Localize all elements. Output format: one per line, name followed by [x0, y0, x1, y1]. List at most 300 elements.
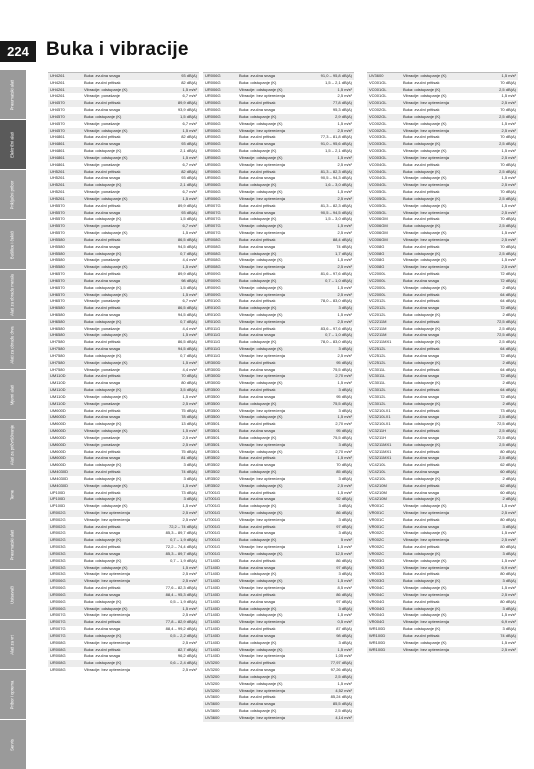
- table-row: [203, 278, 354, 285]
- model-code: VR003G: [369, 564, 385, 570]
- data-column-2: [203, 73, 354, 722]
- model-code: UT001G: [205, 510, 221, 515]
- spec-value: 2,70 m/s²: [335, 448, 352, 454]
- table-row: [203, 469, 354, 476]
- table-row: [203, 223, 354, 230]
- table-row: [367, 271, 518, 278]
- spec-value: 2,5 m/s²: [182, 400, 197, 406]
- spec-label: Vibracije: ponašanje: [84, 120, 120, 126]
- spec-value: 1,5 m/s²: [501, 585, 516, 591]
- model-code: UT001G: [205, 489, 221, 495]
- table-row: [48, 565, 199, 572]
- table-row: [48, 114, 199, 121]
- spec-value: 1,5 m/s²: [337, 189, 352, 195]
- table-row: [367, 203, 518, 210]
- spec-label: Vibracije: odstupanje (K): [239, 482, 283, 488]
- table-row: [367, 73, 518, 80]
- model-code: UR007G: [205, 202, 221, 208]
- model-code: UM110D: [50, 380, 66, 386]
- table-row: [203, 264, 354, 271]
- spec-label: Buka: zvučni pritisak: [84, 544, 121, 550]
- spec-value: 3 dB(A): [338, 571, 352, 577]
- model-code: UH4261: [50, 93, 65, 99]
- model-code: UR3501: [205, 421, 220, 427]
- spec-value: 4,4 m/s²: [182, 257, 197, 263]
- model-code: UT140D: [205, 585, 220, 591]
- spec-value: 6,7 m/s²: [182, 223, 197, 229]
- spec-value: 2,5 dB(A): [499, 441, 516, 447]
- table-row: [367, 278, 518, 285]
- table-row: [367, 230, 518, 237]
- model-code: VC4210L: [369, 475, 386, 481]
- spec-label: Vibracije: odstupanje (K): [239, 510, 283, 515]
- table-row: [367, 326, 518, 333]
- table-row: [48, 175, 199, 182]
- spec-label: Vibracije: ponašanje: [84, 189, 120, 195]
- spec-label: Vibracije: bez opterećenja: [403, 564, 449, 570]
- table-row: [203, 606, 354, 613]
- table-row: [367, 455, 518, 462]
- model-code: VC006GM: [369, 236, 388, 242]
- spec-label: Vibracije: odstupanje (K): [239, 86, 283, 92]
- spec-label: Buka: zvučni pritisak: [403, 428, 440, 434]
- model-code: UM600D: [50, 441, 66, 447]
- table-row: [203, 421, 354, 428]
- spec-label: Vibracije: odstupanje (K): [403, 175, 447, 181]
- spec-value: 1,5 m/s²: [182, 503, 197, 509]
- model-code: VC004GL: [369, 161, 387, 167]
- spec-value: 1,5 m/s²: [337, 646, 352, 652]
- spec-value: 81,6 – 97,6 dB(A): [320, 271, 352, 277]
- model-code: UR003G: [50, 550, 66, 556]
- spec-value: 94,5 dB(A): [177, 243, 197, 249]
- spec-label: Vibracije: bez opterećenja: [84, 578, 130, 584]
- spec-value: 1,5 m/s²: [337, 86, 352, 92]
- model-code: WR100D: [369, 626, 386, 632]
- table-row: [203, 517, 354, 524]
- table-row: [203, 599, 354, 606]
- spec-label: Vibracije: bez opterećenja: [403, 619, 449, 625]
- side-tab[interactable]: [0, 320, 26, 369]
- table-row: [48, 530, 199, 537]
- model-code: UR300D: [205, 366, 221, 372]
- model-code: UR006G: [205, 154, 221, 160]
- model-code: VC3012L: [369, 400, 386, 406]
- spec-label: Vibracije: odstupanje (K): [403, 120, 447, 126]
- side-tab-label: Alati za vrt: [9, 634, 15, 655]
- spec-label: Buka: zvučni pritisak: [403, 544, 440, 550]
- spec-value: 2 dB(A): [502, 475, 516, 481]
- spec-value: 75,5 dB(A): [332, 434, 352, 440]
- spec-label: Buka: odstupanje (K): [84, 148, 122, 154]
- table-row: [203, 298, 354, 305]
- model-code: VC2000L: [369, 277, 386, 283]
- spec-value: 77,8 – 82,9 dB(A): [165, 619, 197, 625]
- spec-value: 1,5 m/s²: [182, 154, 197, 160]
- table-row: [367, 380, 518, 387]
- spec-value: 1,5 m/s²: [501, 73, 516, 78]
- spec-label: Buka: odstupanje (K): [84, 660, 122, 666]
- spec-value: 3 dB(A): [338, 530, 352, 536]
- model-code: UR007G: [205, 223, 221, 229]
- spec-value: 72,5 dB(A): [496, 318, 516, 324]
- table-row: [48, 189, 199, 196]
- table-row: [367, 162, 518, 169]
- model-code: UR3502: [205, 482, 220, 488]
- table-row: [367, 360, 518, 367]
- model-code: VC4210M: [369, 482, 387, 488]
- model-code: UR006G: [205, 182, 221, 188]
- spec-label: Vibracije: bez opterećenja: [84, 667, 130, 673]
- model-code: UH4861: [50, 134, 65, 140]
- table-row: [203, 640, 354, 647]
- model-code: VC2211MX1: [369, 339, 392, 345]
- spec-label: Buka: zvučni pritisak: [403, 243, 440, 249]
- model-code: UV3200: [205, 673, 220, 679]
- model-code: UH6570: [50, 271, 65, 277]
- spec-value: 1,5 dB(A): [180, 284, 197, 290]
- model-code: UT001G: [205, 537, 221, 543]
- spec-value: 3 dB(A): [502, 523, 516, 529]
- table-row: [203, 332, 354, 339]
- table-row: [48, 298, 199, 305]
- table-row: [48, 524, 199, 531]
- model-code: UT140D: [205, 612, 220, 618]
- model-code: UR006G: [205, 73, 221, 78]
- spec-label: Buka: odstupanje (K): [239, 434, 277, 440]
- spec-label: Buka: odstupanje (K): [403, 339, 441, 345]
- table-row: [203, 93, 354, 100]
- table-row: [367, 619, 518, 626]
- table-row: [367, 571, 518, 578]
- spec-label: Vibracije: ponašanje: [84, 441, 120, 447]
- spec-label: Buka: odstupanje (K): [84, 632, 122, 638]
- table-row: [48, 414, 199, 421]
- side-tab-label: Teme: [9, 489, 15, 500]
- model-code: UR3502: [205, 455, 220, 461]
- spec-value: 86,5 dB(A): [177, 236, 197, 242]
- table-row: [48, 80, 199, 87]
- spec-label: Buka: zvučna snaga: [84, 346, 121, 352]
- table-row: [203, 353, 354, 360]
- table-row: [203, 633, 354, 640]
- spec-value: 1,5 m/s²: [337, 311, 352, 317]
- spec-value: 89,9 dB(A): [177, 202, 197, 208]
- spec-value: 80 dB(A): [500, 516, 516, 522]
- table-row: [367, 442, 518, 449]
- table-row: [203, 251, 354, 258]
- spec-value: 2,5 dB(A): [499, 250, 516, 256]
- table-row: [48, 483, 199, 490]
- side-tab[interactable]: [0, 120, 26, 169]
- model-code: UR011G: [205, 352, 221, 358]
- spec-label: Buka: zvučni pritisak: [84, 339, 121, 345]
- table-row: [48, 476, 199, 483]
- spec-label: Vibracije: ponašanje: [84, 325, 120, 331]
- spec-label: Buka: zvučni pritisak: [403, 448, 440, 454]
- spec-label: Buka: zvučni pritisak: [84, 469, 121, 475]
- data-column-3: [367, 73, 518, 653]
- spec-label: Buka: zvučna snaga: [84, 626, 121, 632]
- table-row: [203, 592, 354, 599]
- spec-value: 81 dB(A): [181, 455, 197, 461]
- model-code: UR006G: [50, 591, 66, 597]
- spec-label: Buka: zvučni pritisak: [239, 523, 276, 529]
- side-tab[interactable]: [0, 220, 26, 269]
- table-row: [367, 196, 518, 203]
- spec-label: Buka: odstupanje (K): [84, 421, 122, 427]
- spec-value: 86 dB(A): [336, 591, 352, 597]
- spec-value: 2,5 m/s²: [337, 291, 352, 297]
- spec-value: 2,5 dB(A): [499, 168, 516, 174]
- side-tab[interactable]: [0, 470, 26, 519]
- model-code: VC3211H: [369, 434, 387, 440]
- table-row: [48, 332, 199, 339]
- model-code: UH6580: [50, 325, 65, 331]
- spec-value: 1,5 m/s²: [501, 175, 516, 181]
- model-code: UH5261: [50, 168, 65, 174]
- spec-value: 6,7 m/s²: [182, 93, 197, 99]
- model-code: UH4261: [50, 79, 65, 85]
- spec-label: Buka: zvučna snaga: [239, 564, 276, 570]
- model-code: UR006G: [50, 605, 66, 611]
- model-code: UR007G: [205, 209, 221, 215]
- spec-label: Vibracije: odstupanje (K): [239, 284, 283, 290]
- table-row: [48, 640, 199, 647]
- spec-label: Vibracije: odstupanje (K): [403, 557, 447, 563]
- spec-label: Buka: zvučna snaga: [403, 434, 440, 440]
- table-row: [203, 203, 354, 210]
- spec-value: 2,5 m/s²: [337, 318, 352, 324]
- spec-label: Vibracije: bez opterećenja: [239, 475, 285, 481]
- spec-label: Buka: zvučni pritisak: [403, 189, 440, 195]
- spec-value: 1,5 m/s²: [337, 257, 352, 263]
- model-code: UR300D: [205, 380, 221, 386]
- spec-value: 2,5 dB(A): [499, 339, 516, 345]
- spec-label: Vibracije: bez opterećenja: [403, 127, 449, 133]
- spec-value: 4,14 m/s²: [335, 714, 352, 720]
- spec-label: Buka: zvučni pritisak: [84, 448, 121, 454]
- model-code: WR100D: [369, 646, 386, 652]
- model-code: VR001C: [369, 516, 385, 522]
- table-row: [203, 134, 354, 141]
- spec-label: Buka: odstupanje (K): [403, 441, 441, 447]
- model-code: WR100D: [369, 639, 386, 645]
- table-row: [367, 93, 518, 100]
- spec-label: Buka: zvučni pritisak: [84, 407, 121, 413]
- spec-label: Buka: odstupanje (K): [403, 195, 441, 201]
- spec-label: Vibracije: odstupanje (K): [403, 202, 447, 208]
- model-code: UR3502: [205, 475, 220, 481]
- spec-label: Buka: zvučna snaga: [239, 598, 276, 604]
- spec-label: Vibracije: bez opterećenja: [239, 441, 285, 447]
- table-row: [48, 592, 199, 599]
- spec-label: Vibracije: bez opterećenja: [239, 516, 285, 522]
- model-code: UR006G: [205, 148, 221, 154]
- spec-label: Buka: zvučni pritisak: [239, 557, 276, 563]
- table-row: [203, 373, 354, 380]
- spec-value: 93,9 dB(A): [177, 107, 197, 113]
- table-row: [48, 100, 199, 107]
- side-tab[interactable]: [0, 270, 26, 319]
- side-tab[interactable]: [0, 620, 26, 669]
- model-code: UR008G: [50, 639, 66, 645]
- model-code: UM600D: [50, 434, 66, 440]
- spec-value: 1,5 m/s²: [337, 120, 352, 126]
- table-row: [48, 353, 199, 360]
- model-code: VC001GL: [369, 79, 387, 85]
- model-code: UM4030D: [50, 482, 69, 488]
- model-code: UR006G: [205, 195, 221, 201]
- model-code: VR003G: [369, 578, 385, 584]
- spec-label: Vibracije: bez opterećenja: [239, 653, 285, 659]
- spec-label: Buka: zvučni pritisak: [403, 134, 440, 140]
- spec-value: 0,7 – 1,9 dB(A): [170, 537, 197, 543]
- page-title: Buka i vibracije: [46, 39, 189, 60]
- spec-value: 2,5 m/s²: [337, 161, 352, 167]
- spec-value: 93 dB(A): [181, 73, 197, 78]
- spec-value: 85,5 dB(A): [332, 701, 352, 707]
- spec-label: Buka: zvučna snaga: [84, 209, 121, 215]
- spec-label: Vibracije: odstupanje (K): [84, 482, 128, 488]
- table-row: [203, 114, 354, 121]
- spec-value: 2,5 m/s²: [337, 230, 352, 236]
- model-code: VC002GL: [369, 113, 387, 119]
- model-code: UM110D: [50, 400, 66, 406]
- spec-value: 72 dB(A): [500, 305, 516, 311]
- spec-label: Buka: zvučna snaga: [403, 277, 440, 283]
- page-number: 224: [0, 41, 36, 62]
- spec-value: 72 dB(A): [500, 393, 516, 399]
- spec-value: 0,7 – 1,0 dB(A): [325, 332, 352, 338]
- side-tab[interactable]: [0, 70, 26, 119]
- spec-label: Buka: zvučna snaga: [239, 496, 276, 502]
- table-row: [48, 257, 199, 264]
- spec-label: Buka: odstupanje (K): [403, 400, 441, 406]
- spec-value: 78 dB(A): [181, 414, 197, 420]
- side-tab[interactable]: [0, 420, 26, 469]
- table-row: [48, 394, 199, 401]
- spec-label: Buka: zvučna snaga: [239, 209, 276, 215]
- model-code: UR3500: [205, 387, 220, 393]
- model-code: UR006G: [205, 93, 221, 99]
- side-tab[interactable]: [0, 370, 26, 419]
- model-code: VR003G: [369, 571, 385, 577]
- table-row: [48, 312, 199, 319]
- spec-value: 1,5 m/s²: [501, 503, 516, 509]
- model-code: UR006G: [205, 127, 221, 133]
- table-row: [203, 162, 354, 169]
- spec-label: Vibracije: odstupanje (K): [84, 428, 128, 434]
- model-code: VC003GL: [369, 154, 387, 160]
- spec-label: Vibracije: odstupanje (K): [403, 93, 447, 99]
- table-row: [48, 571, 199, 578]
- model-code: UR3502: [205, 462, 220, 468]
- spec-label: Vibracije: bez opterećenja: [403, 182, 449, 188]
- side-tab[interactable]: [0, 670, 26, 719]
- model-code: UH6570: [50, 284, 65, 290]
- model-code: VR002C: [369, 530, 385, 536]
- side-tab[interactable]: [0, 170, 26, 219]
- spec-label: Buka: odstupanje (K): [239, 605, 277, 611]
- table-row: [203, 312, 354, 319]
- spec-label: Vibracije: odstupanje (K): [403, 230, 447, 236]
- spec-label: Vibracije: bez opterećenja: [239, 544, 285, 550]
- model-code: UH4261: [50, 86, 65, 92]
- table-row: [203, 100, 354, 107]
- spec-label: Buka: zvučna snaga: [84, 380, 121, 386]
- spec-value: 70 dB(A): [181, 373, 197, 379]
- spec-value: 2,5 m/s²: [501, 236, 516, 242]
- spec-label: Buka: zvučna snaga: [239, 393, 276, 399]
- spec-label: Buka: odstupanje (K): [403, 578, 441, 584]
- spec-label: Vibracije: bez opterećenja: [403, 154, 449, 160]
- spec-label: Buka: odstupanje (K): [403, 86, 441, 92]
- spec-label: Buka: zvučni pritisak: [84, 100, 121, 106]
- spec-value: 1,5 m/s²: [337, 154, 352, 160]
- spec-value: 2,5 m/s²: [501, 646, 516, 652]
- spec-value: 95 dB(A): [336, 428, 352, 434]
- table-row: [203, 257, 354, 264]
- model-code: VC002GL: [369, 107, 387, 113]
- spec-label: Buka: odstupanje (K): [403, 550, 441, 556]
- spec-label: Buka: zvučna snaga: [403, 469, 440, 475]
- side-tab[interactable]: [0, 720, 26, 769]
- model-code: UH5580: [50, 264, 65, 270]
- table-row: [203, 476, 354, 483]
- side-tab[interactable]: [0, 570, 26, 619]
- spec-label: Buka: zvučni pritisak: [403, 271, 440, 277]
- spec-value: 88,4 – 95,3 dB(A): [165, 591, 197, 597]
- model-code: UV3200: [205, 687, 220, 693]
- spec-label: Vibracije: bez opterećenja: [403, 209, 449, 215]
- spec-label: Buka: zvučna snaga: [84, 653, 121, 659]
- spec-value: 0,7 dB(A): [180, 250, 197, 256]
- spec-label: Buka: odstupanje (K): [239, 503, 277, 509]
- model-code: UR008G: [205, 250, 221, 256]
- model-code: VC2000L: [369, 291, 386, 297]
- model-code: VC001GL: [369, 100, 387, 106]
- table-row: [367, 578, 518, 585]
- spec-label: Buka: zvučna snaga: [403, 393, 440, 399]
- spec-label: Buka: zvučni pritisak: [403, 318, 440, 324]
- table-row: [48, 428, 199, 435]
- model-code: VC3211MX1: [369, 455, 392, 461]
- spec-label: Buka: odstupanje (K): [84, 462, 122, 468]
- spec-label: Buka: odstupanje (K): [403, 626, 441, 632]
- table-row: [367, 640, 518, 647]
- spec-value: 1,5 m/s²: [182, 564, 197, 570]
- table-row: [48, 380, 199, 387]
- model-code: UR008G: [50, 646, 66, 652]
- model-code: UR011G: [205, 339, 221, 345]
- table-row: [367, 141, 518, 148]
- model-code: UR003G: [50, 544, 66, 550]
- table-row: [48, 558, 199, 565]
- table-row: [48, 660, 199, 667]
- spec-label: Buka: zvučni pritisak: [239, 694, 276, 700]
- side-tab[interactable]: [0, 520, 26, 569]
- spec-value: 73 dB(A): [500, 407, 516, 413]
- table-row: [367, 373, 518, 380]
- table-row: [203, 141, 354, 148]
- model-code: UR006G: [205, 79, 221, 85]
- model-code: VC005GL: [369, 189, 387, 195]
- spec-label: Vibracije: odstupanje (K): [239, 448, 283, 454]
- spec-label: Buka: zvučni pritisak: [239, 236, 276, 242]
- model-code: UT001G: [205, 496, 221, 502]
- spec-value: 3 dB(A): [338, 503, 352, 509]
